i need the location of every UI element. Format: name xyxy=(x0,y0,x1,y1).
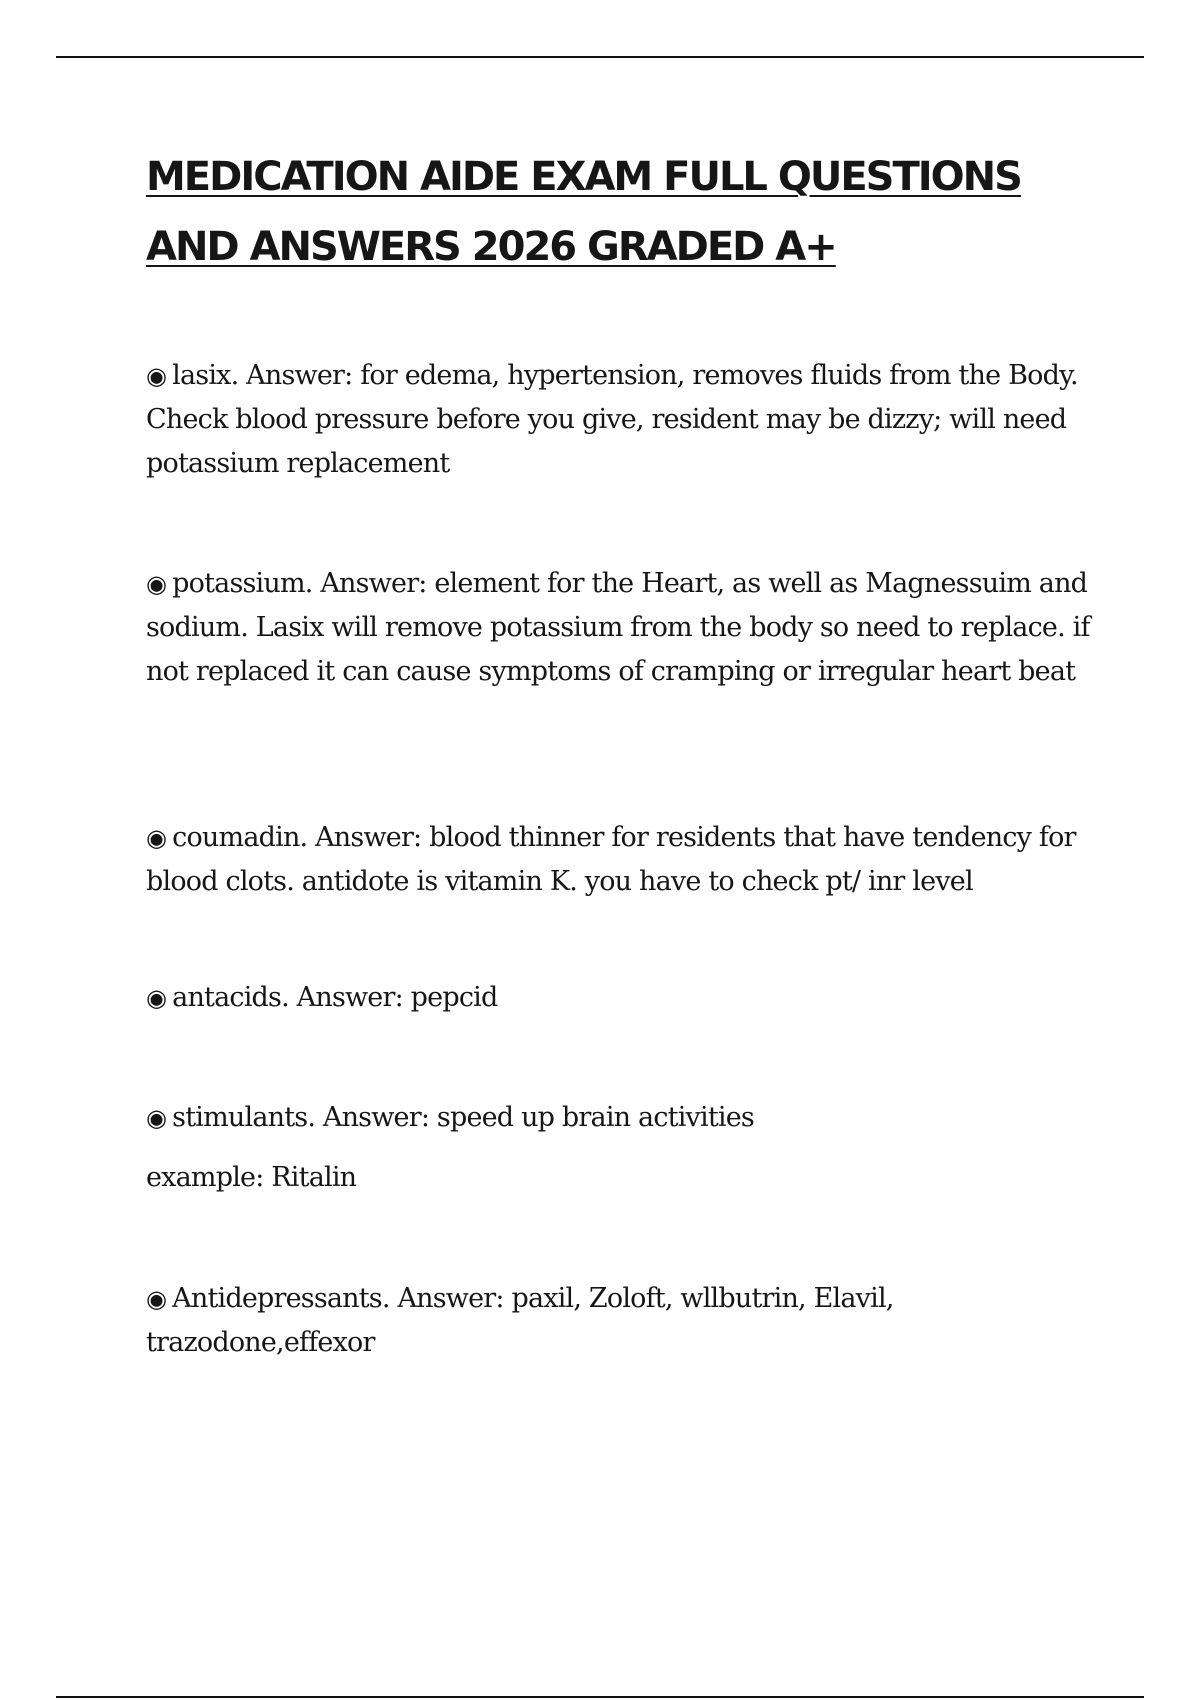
document-title xyxy=(146,142,1106,282)
question-text: stimulants. xyxy=(172,1102,316,1133)
bullet-icon: ◉ xyxy=(146,824,167,852)
top-divider xyxy=(56,56,1144,58)
question-text: Antidepressants. xyxy=(172,1283,390,1314)
qa-item xyxy=(146,354,1106,486)
question-text: antacids. xyxy=(172,982,289,1013)
qa-item xyxy=(146,562,1106,694)
qa-item xyxy=(146,816,1106,904)
bullet-icon: ◉ xyxy=(146,362,167,390)
qa-item xyxy=(146,1096,1106,1140)
answer-text: Answer: for edema, hypertension, removes fluids from the Body. Check blood pressure before you give, resident may be dizzy; will need potassium replacement xyxy=(146,360,1078,479)
answer-text: Answer: paxil, Zoloft, wllbutrin, Elavil, trazodone,effexor xyxy=(146,1283,894,1358)
qa-item-example: example: Ritalin xyxy=(146,1162,357,1193)
bullet-icon: ◉ xyxy=(146,1285,167,1313)
answer-text: Answer: element for the Heart, as well as Magnessuim and sodium. Lasix will remove potassium from the body so need to replace. if not replaced it can cause symptoms of cramping or irregular heart beat xyxy=(146,568,1090,687)
question-text: lasix. xyxy=(172,360,239,391)
answer-text: Answer: blood thinner for residents that have tendency for blood clots. antidote is vitamin K. you have to check pt/ inr level xyxy=(146,822,1076,897)
document-title-text: MEDICATION AIDE EXAM FULL QUESTIONS AND ANSWERS 2026 GRADED A+ xyxy=(146,154,1021,270)
bullet-icon: ◉ xyxy=(146,1104,167,1132)
question-text: coumadin. xyxy=(172,822,308,853)
answer-text: Answer: pepcid xyxy=(288,982,498,1013)
bullet-icon: ◉ xyxy=(146,984,167,1012)
bullet-icon: ◉ xyxy=(146,570,167,598)
qa-item xyxy=(146,1277,1106,1365)
question-text: potassium. xyxy=(172,568,313,599)
qa-item xyxy=(146,976,1106,1020)
bottom-divider xyxy=(56,1696,1144,1698)
answer-text: Answer: speed up brain activities xyxy=(315,1102,754,1133)
